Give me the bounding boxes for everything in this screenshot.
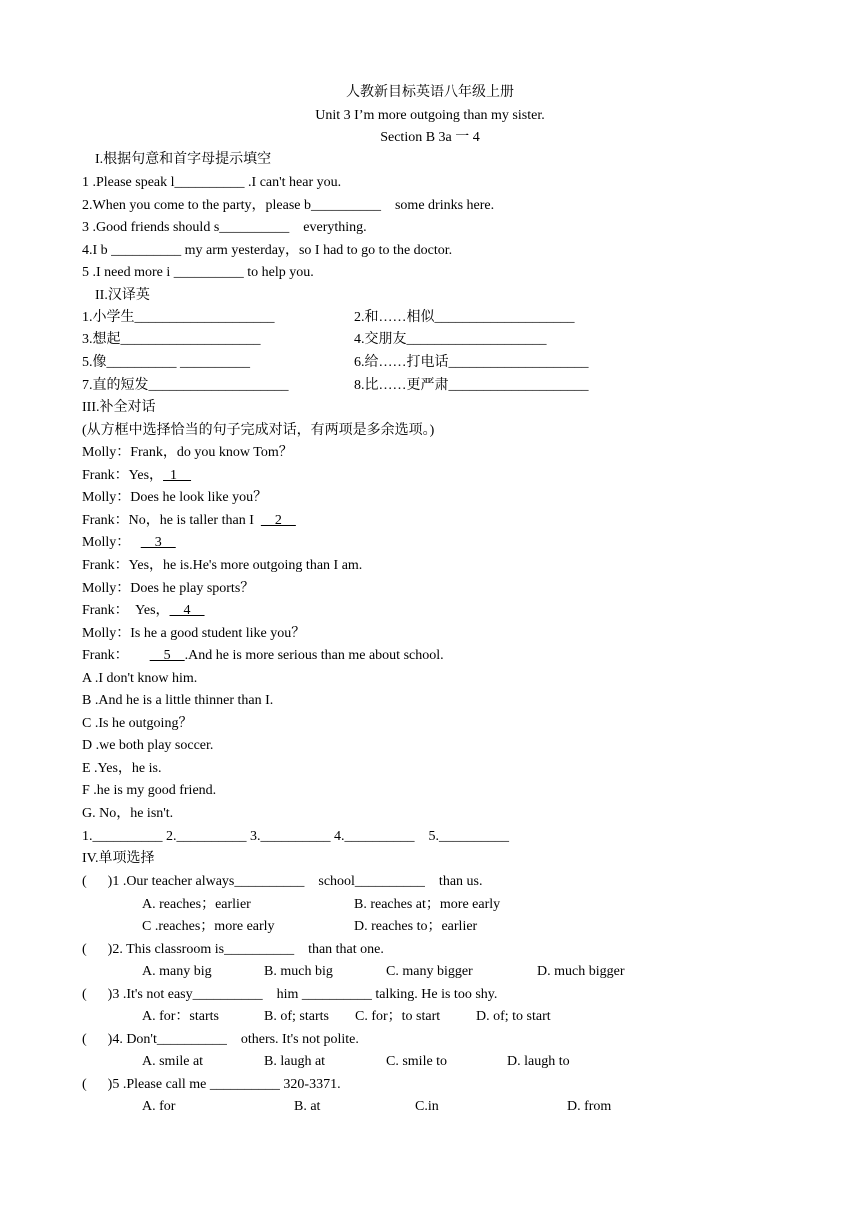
question-4-option-d: D. laugh to [507, 1054, 570, 1069]
question-2-option-c: C. many bigger [386, 964, 473, 979]
question-2-option-b: B. much big [264, 964, 333, 979]
part2-item-6: 6.给……打电话____________________ [354, 355, 589, 370]
part1-item-5: 5 .I need more i __________ to help you. [82, 265, 314, 280]
question-1-option-d: D. reaches to；earlier [354, 919, 478, 934]
choice-a: A .I don't know him. [82, 671, 198, 686]
question-1-option-a: A. reaches；earlier [142, 897, 251, 912]
part1-item-2: 2.When you come to the party，please b__________ some drinks here. [82, 198, 495, 213]
question-3-stem: ( )3 .It's not easy__________ him __________ talking. He is too shy. [82, 987, 498, 1002]
dialogue-blank: 1 [163, 468, 192, 483]
question-3-option-b: B. of; starts [264, 1009, 329, 1024]
section-title: Section B 3a 一 4 [380, 130, 480, 145]
question-3-option-d: D. of; to start [476, 1009, 551, 1024]
choice-g: G. No，he isn't. [82, 806, 174, 821]
unit-title: Unit 3 I’m more outgoing than my sister. [315, 108, 545, 123]
worksheet-title: 人教新目标英语八年级上册 [346, 85, 514, 100]
question-5-option-d: D. from [567, 1099, 612, 1114]
question-2-option-a: A. many big [142, 964, 212, 979]
choice-e: E .Yes，he is. [82, 761, 162, 776]
question-4-option-b: B. laugh at [264, 1054, 326, 1069]
question-5-option-c: C.in [415, 1099, 439, 1114]
part2-item-4: 4.交朋友____________________ [354, 332, 547, 347]
dialogue-line: Frank： Yes， 4 [82, 603, 205, 618]
question-1-stem: ( )1 .Our teacher always__________ school__________ than us. [82, 874, 483, 889]
part2-item-2: 2.和……相似____________________ [354, 310, 575, 325]
choice-c: C .Is he outgoing？ [82, 716, 193, 731]
part2-item-7: 7.直的短发____________________ [82, 378, 289, 393]
question-1-option-b: B. reaches at；more early [354, 897, 501, 912]
question-5-stem: ( )5 .Please call me __________ 320-3371. [82, 1077, 341, 1092]
dialogue-blank: 2 [260, 513, 296, 528]
dialogue-line: Molly： 3 [82, 535, 176, 550]
part1-heading: I.根据句意和首字母提示填空 [95, 152, 272, 167]
question-2-option-d: D. much bigger [537, 964, 625, 979]
part1-item-1: 1 .Please speak l__________ .I can't hear you. [82, 175, 342, 190]
choice-d: D .we both play soccer. [82, 738, 214, 753]
part1-item-4: 4.I b __________ my arm yesterday，so I had to go to the doctor. [82, 243, 453, 258]
question-3-option-a: A. for：starts [142, 1009, 219, 1024]
part2-item-5: 5.像__________ __________ [82, 355, 250, 370]
question-4-option-a: A. smile at [142, 1054, 204, 1069]
dialogue-line: Frank：No，he is taller than I 2 [82, 513, 296, 528]
dialogue-line: Molly：Is he a good student like you？ [82, 626, 306, 641]
answer-line: 1.__________ 2.__________ 3.__________ 4.__________ 5.__________ [82, 829, 509, 844]
question-5-option-a: A. for [142, 1099, 176, 1114]
dialogue-blank: 3 [140, 535, 176, 550]
part2-item-3: 3.想起____________________ [82, 332, 261, 347]
part4-heading: IV.单项选择 [82, 851, 155, 866]
dialogue-line: Frank：Yes， 1 [82, 468, 192, 483]
dialogue-blank: 4 [169, 603, 205, 618]
question-4-stem: ( )4. Don't__________ others. It's not polite. [82, 1032, 359, 1047]
part3-instruction: (从方框中选择恰当的句子完成对话，有两项是多余选项。) [82, 423, 435, 438]
question-4-option-c: C. smile to [386, 1054, 448, 1069]
part2-item-1: 1.小学生____________________ [82, 310, 275, 325]
question-5-option-b: B. at [294, 1099, 321, 1114]
dialogue-line: Frank：Yes，he is.He's more outgoing than I am. [82, 558, 363, 573]
dialogue-line: Frank： 5 .And he is more serious than me about school. [82, 648, 444, 663]
dialogue-line: Molly：Frank，do you know Tom？ [82, 445, 293, 460]
dialogue-blank: 5 [149, 648, 185, 663]
part2-item-8: 8.比……更严肃____________________ [354, 378, 589, 393]
dialogue-line: Molly：Does he play sports？ [82, 581, 255, 596]
question-1-option-c: C .reaches；more early [142, 919, 275, 934]
question-3-option-c: C. for；to start [355, 1009, 441, 1024]
part3-heading: III.补全对话 [82, 400, 156, 415]
part1-item-3: 3 .Good friends should s__________ everything. [82, 220, 367, 235]
dialogue-line: Molly：Does he look like you？ [82, 490, 268, 505]
choice-b: B .And he is a little thinner than I. [82, 693, 274, 708]
choice-f: F .he is my good friend. [82, 783, 217, 798]
question-2-stem: ( )2. This classroom is__________ than that one. [82, 942, 384, 957]
part2-heading: II.汉译英 [95, 288, 150, 303]
